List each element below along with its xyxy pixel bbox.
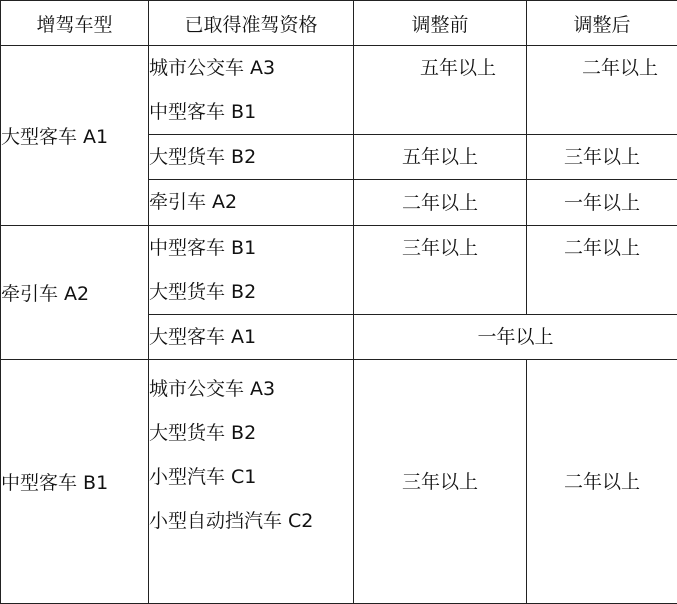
before-value-cell xyxy=(354,46,527,135)
header-before: 调整前 xyxy=(354,1,527,46)
merged-value: 一年以上 xyxy=(354,315,677,359)
header-row xyxy=(1,1,677,46)
merged-value-cell xyxy=(354,315,677,360)
qualification-cell xyxy=(149,226,354,315)
vehicle-type-cell: 中型客车 B1 xyxy=(1,360,149,604)
qualification-cell xyxy=(149,46,354,135)
qualification-cell xyxy=(149,135,354,180)
qualification-item: 中型客车 B1 xyxy=(149,226,353,270)
qualification-item: 大型货车 B2 xyxy=(149,270,353,314)
after-value-cell xyxy=(527,46,677,135)
qualification-item: 小型汽车 C1 xyxy=(149,455,353,499)
before-value-cell xyxy=(354,360,527,604)
after-value-cell xyxy=(527,226,677,315)
after-value: 二年以上 xyxy=(527,226,677,270)
vehicle-type-cell: 大型客车 A1 xyxy=(1,46,149,226)
after-value: 二年以上 xyxy=(527,460,677,504)
before-value-cell xyxy=(354,226,527,315)
before-value: 五年以上 xyxy=(354,135,526,179)
qualification-item: 中型客车 B1 xyxy=(149,90,353,134)
before-value-cell xyxy=(354,135,527,180)
qualification-item: 小型自动挡汽车 C2 xyxy=(149,499,353,543)
before-value: 二年以上 xyxy=(354,181,526,225)
header-vehicle-type: 增驾车型 xyxy=(1,1,149,46)
qualification-item: 牵引车 A2 xyxy=(149,180,353,224)
header-after: 调整后 xyxy=(527,1,677,46)
table-row xyxy=(1,46,677,135)
header-qualification: 已取得准驾资格 xyxy=(149,1,354,46)
after-value-cell xyxy=(527,180,677,226)
vehicle-type-cell: 牵引车 A2 xyxy=(1,226,149,360)
table-row xyxy=(1,360,677,604)
qualification-item: 城市公交车 A3 xyxy=(149,46,353,90)
qualification-cell xyxy=(149,180,354,226)
after-value: 三年以上 xyxy=(527,135,677,179)
qualification-item: 大型货车 B2 xyxy=(149,411,353,455)
qualification-cell xyxy=(149,360,354,604)
after-value: 二年以上 xyxy=(545,46,677,90)
qualification-item: 大型货车 B2 xyxy=(149,135,353,179)
before-value: 三年以上 xyxy=(354,460,526,504)
qualification-cell xyxy=(149,315,354,360)
qualification-item: 城市公交车 A3 xyxy=(149,367,353,411)
table-row xyxy=(1,226,677,315)
after-value-cell xyxy=(527,360,677,604)
before-value: 三年以上 xyxy=(354,226,526,270)
before-value-cell xyxy=(354,180,527,226)
after-value-cell xyxy=(527,135,677,180)
qualification-item: 大型客车 A1 xyxy=(149,315,353,359)
before-value: 五年以上 xyxy=(372,46,544,90)
after-value: 一年以上 xyxy=(527,181,677,225)
